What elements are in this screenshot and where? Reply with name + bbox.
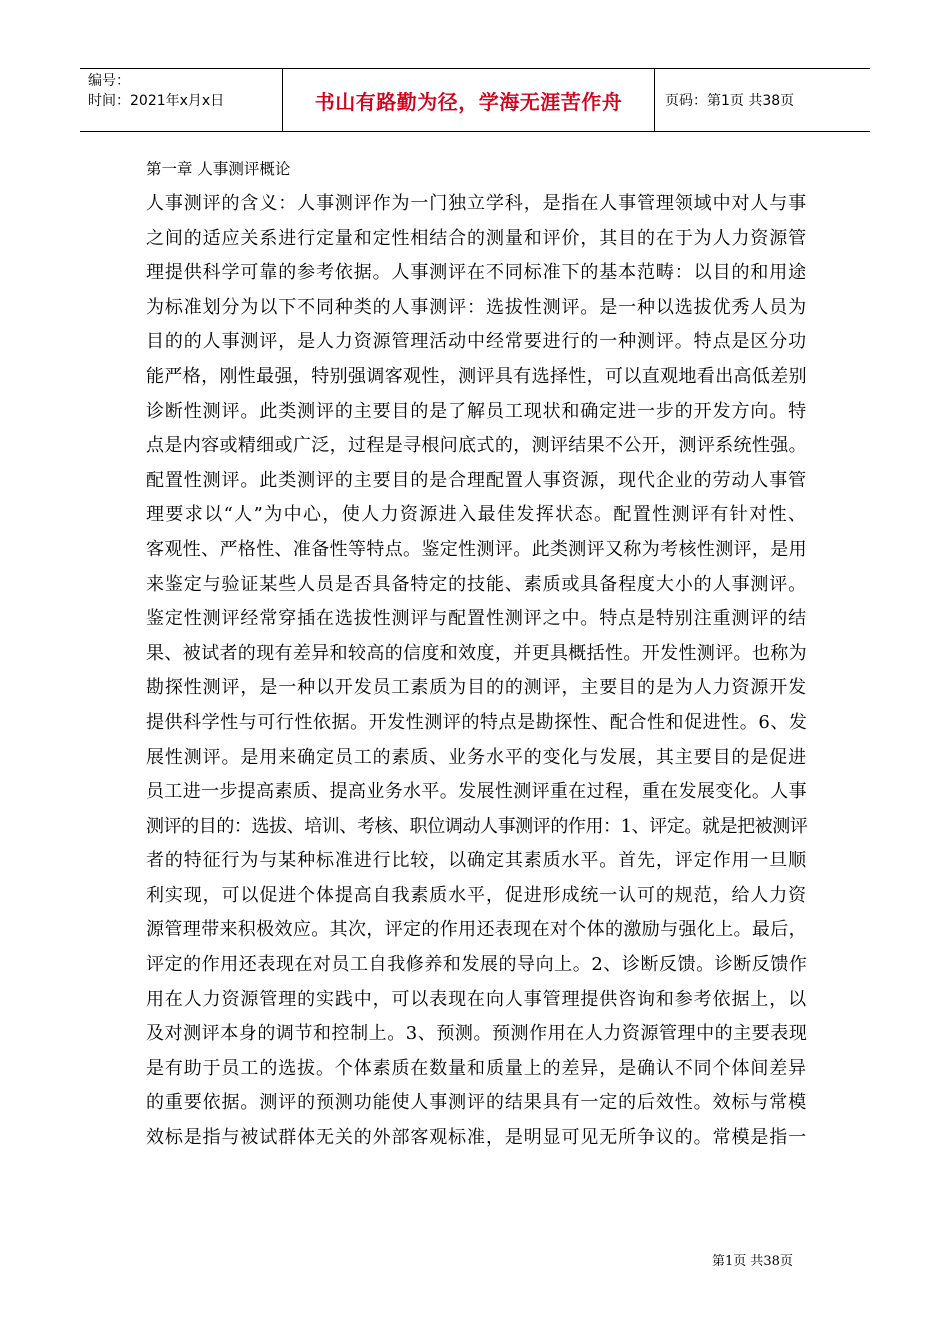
body-line: 诊断性测评。此类测评的主要目的是了解员工现状和确定进一步的开发方向。特 <box>146 400 807 422</box>
body-line: 效标是指与被试群体无关的外部客观标准，是明显可见无所争议的。常模是指一 <box>146 1127 807 1149</box>
page-footer: 第1页 共38页 <box>712 1254 793 1269</box>
body-line: 展性测评。是用来确定员工的素质、业务水平的变化与发展，其主要目的是促进 <box>146 746 807 768</box>
body-line: 果、被试者的现有差异和较高的信度和效度，并更具概括性。开发性测评。也称为 <box>146 642 807 664</box>
body-line: 是有助于员工的选拔。个体素质在数量和质量上的差异，是确认不同个体间差异 <box>146 1057 807 1079</box>
body-line: 源管理带来积极效应。其次，评定的作用还表现在对个体的激励与强化上。最后， <box>146 919 807 941</box>
body-line: 利实现，可以促进个体提高自我素质水平，促进形成统一认可的规范，给人力资 <box>146 884 807 906</box>
body-line: 配置性测评。此类测评的主要目的是合理配置人事资源，现代企业的劳动人事管 <box>146 469 807 491</box>
body-line: 评定的作用还表现在对员工自我修养和发展的导向上。2、诊断反馈。诊断反馈作 <box>146 954 808 976</box>
body-line: 之间的适应关系进行定量和定性相结合的测量和评价，其目的在于为人力资源管 <box>146 227 807 249</box>
chapter-title: 第一章 人事测评概论 <box>146 160 291 178</box>
header-meta <box>80 69 283 131</box>
body-line: 能严格，刚性最强，特别强调客观性，测评具有选择性，可以直观地看出高低差别 <box>146 365 807 387</box>
body-line: 提供科学性与可行性依据。开发性测评的特点是勘探性、配合性和促进性。6、发 <box>146 711 808 733</box>
body-line: 的重要依据。测评的预测功能使人事测评的结果具有一定的后效性。效标与常模 <box>146 1092 807 1114</box>
header-motto: 书山有路勤为径，学海无涯苦作舟 <box>283 69 655 131</box>
body-line: 鉴定性测评经常穿插在选拔性测评与配置性测评之中。特点是特别注重测评的结 <box>146 608 807 630</box>
body-line: 员工进一步提高素质、提高业务水平。发展性测评重在过程，重在发展变化。人事 <box>146 781 807 803</box>
body-line: 勘探性测评，是一种以开发员工素质为目的的测评，主要目的是为人力资源开发 <box>146 677 807 699</box>
body-text <box>146 187 807 1156</box>
body-line: 客观性、严格性、准备性等特点。鉴定性测评。此类测评又称为考核性测评，是用 <box>146 538 807 560</box>
body-line: 及对测评本身的调节和控制上。3、预测。预测作用在人力资源管理中的主要表现 <box>146 1023 808 1045</box>
body-line: 来鉴定与验证某些人员是否具备特定的技能、素质或具备程度大小的人事测评。 <box>146 573 807 595</box>
page-header <box>80 68 870 132</box>
body-line: 人事测评的含义：人事测评作为一门独立学科，是指在人事管理领域中对人与事 <box>146 193 807 214</box>
number-label: 编号： <box>88 73 130 89</box>
body-line: 理要求以“人”为中心，使人力资源进入最佳发挥状态。配置性测评有针对性、 <box>146 504 808 526</box>
body-line: 点是内容或精细或广泛，过程是寻根问底式的，测评结果不公开，测评系统性强。 <box>146 435 807 457</box>
body-line: 测评的目的：选拔、培训、考核、职位调动人事测评的作用：1、评定。就是把被测评 <box>146 815 808 837</box>
header-page-code: 页码：第1页 共38页 <box>665 93 795 109</box>
body-line: 理提供科学可靠的参考依据。人事测评在不同标准下的基本范畴：以目的和用途 <box>146 262 807 284</box>
body-line: 为标准划分为以下不同种类的人事测评：选拔性测评。是一种以选拔优秀人员为 <box>146 296 807 318</box>
body-line: 者的特征行为与某种标准进行比较，以确定其素质水平。首先，评定作用一旦顺 <box>146 850 807 872</box>
body-line: 用在人力资源管理的实践中，可以表现在向人事管理提供咨询和参考依据上，以 <box>146 988 807 1010</box>
body-line: 目的的人事测评，是人力资源管理活动中经常要进行的一种测评。特点是区分功 <box>146 331 807 353</box>
time-label: 时间：2021年x月x日 <box>88 93 225 109</box>
